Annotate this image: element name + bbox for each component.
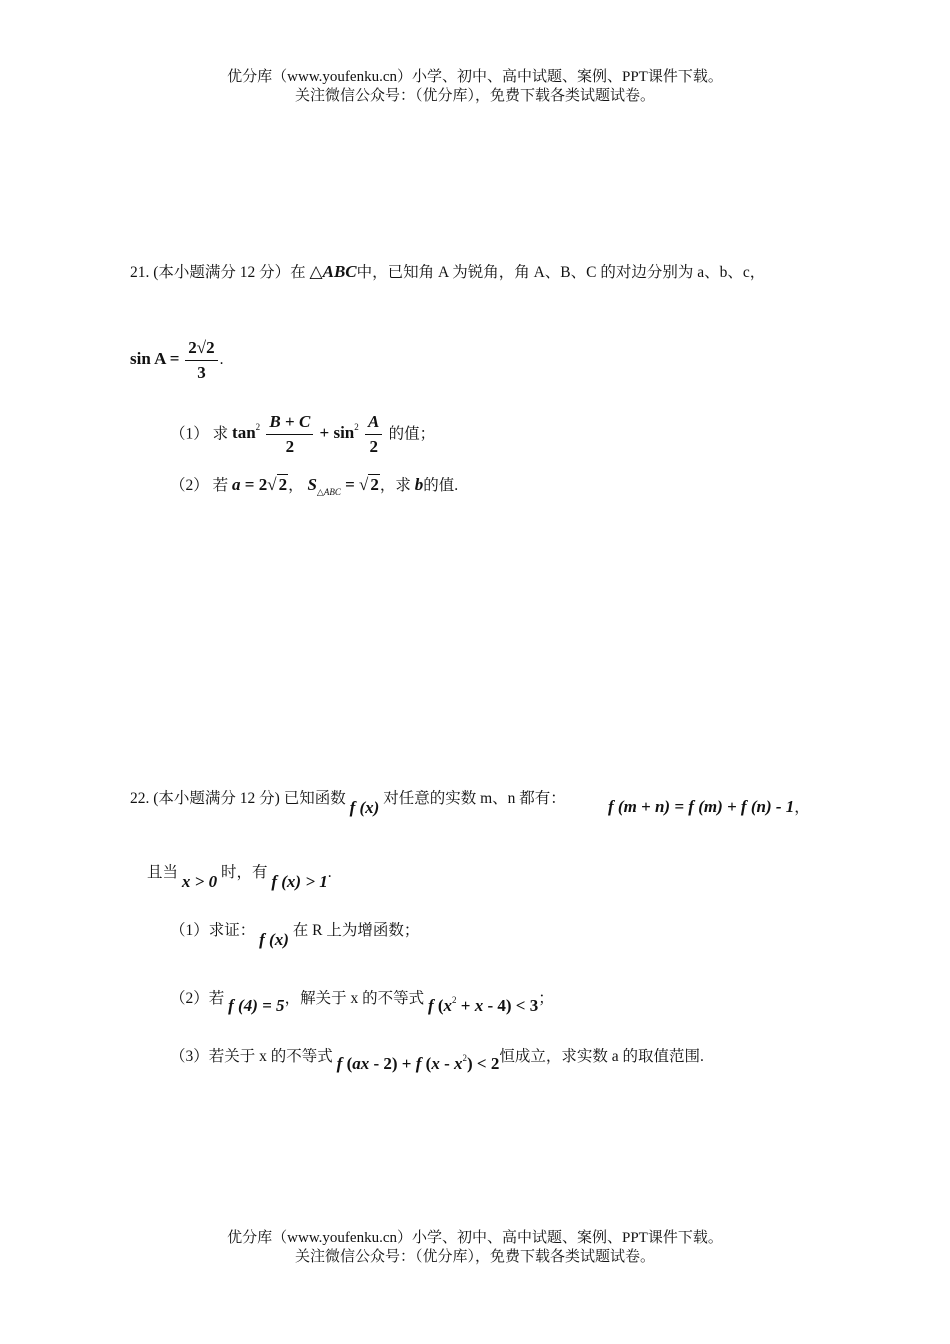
q22-p3-post: 恒成立，求实数 a 的取值范围. bbox=[499, 1048, 704, 1065]
q21-p2-pre: 若 bbox=[212, 477, 229, 494]
q22-cond-mid: 时，有 bbox=[220, 864, 268, 881]
q22-p2-f4: f (4) = 5 bbox=[228, 996, 285, 1015]
q22-p2-end: ； bbox=[538, 990, 554, 1007]
q21-sinA-denominator: 3 bbox=[197, 363, 206, 382]
q21-sinA-fraction bbox=[185, 338, 217, 383]
q22-cond-fx: f (x) > 1 bbox=[271, 872, 328, 891]
q21-stem bbox=[130, 262, 765, 283]
q21-p2-area-eq: $S_{\triangle ABC}$ = √ 2 bbox=[307, 475, 379, 497]
footer-line-1: 优分库（www.youfenku.cn）小学、初中、高中试题、案例、PPT课件下载。 bbox=[227, 1230, 723, 1246]
q21-sinA bbox=[130, 338, 223, 383]
q22-p1-post: 在 R 上为增函数； bbox=[292, 922, 420, 939]
q22-part-2 bbox=[170, 982, 554, 1015]
q21-p1-label: （1） bbox=[170, 425, 209, 443]
q22-p1-label: （1）求证： bbox=[170, 922, 256, 939]
q22-number: 22. bbox=[130, 790, 150, 807]
q21-p2-a-eq: a = 2√ 2 bbox=[232, 475, 288, 494]
q22-part-3 bbox=[170, 1040, 704, 1073]
q21-sinA-numerator: 2√2 bbox=[185, 338, 217, 361]
q22-cond-x: x > 0 bbox=[181, 872, 218, 891]
q21-p1-pre: 求 bbox=[212, 425, 229, 443]
q21-p2-end: 的值. bbox=[423, 477, 459, 494]
footer-line-2: 关注微信公众号：（优分库），免费下载各类试题试卷。 bbox=[294, 1249, 655, 1265]
q21-sinA-lhs: sin A = bbox=[130, 349, 180, 369]
q21-sinA-end: . bbox=[219, 351, 224, 369]
q21-p2-mid: ， bbox=[288, 477, 304, 494]
q21-number: 21. bbox=[130, 264, 150, 281]
q21-part-1 bbox=[170, 412, 435, 457]
q22-condition bbox=[147, 862, 332, 891]
q21-stem-text: 中，已知角 A 为锐角，角 A、B、C 的对边分别为 a、b、c， bbox=[356, 264, 766, 281]
q22-p1-fx: f (x) bbox=[259, 930, 289, 949]
q21-p1-formula: $\tan^2$ $\frac{B + C}{2}$ + $\sin^2$ $\frac{A}{2}$ bbox=[232, 423, 389, 442]
q21-triangle: △ABC bbox=[309, 262, 357, 281]
q21-score: (本小题满分 12 分）在 bbox=[153, 264, 306, 281]
q22-p2-label: （2）若 bbox=[170, 990, 225, 1007]
q22-part-1 bbox=[170, 920, 420, 949]
q21-part-2 bbox=[170, 475, 458, 502]
header-line-1: 优分库（www.youfenku.cn）小学、初中、高中试题、案例、PPT课件下载。 bbox=[227, 69, 723, 85]
q22-cond-end: . bbox=[327, 864, 332, 881]
q22-p2-inequality: f $(x^2 + x - 4) < 3$ bbox=[427, 995, 539, 1015]
q22-cond-pre: 且当 bbox=[147, 864, 179, 881]
q22-p3-inequality: f (ax - 2) + f $(x - x^2) < 2$ bbox=[336, 1053, 500, 1073]
q22-fx: f (x) bbox=[349, 798, 380, 817]
q21-p2-label: （2） bbox=[170, 477, 209, 494]
q22-stem bbox=[130, 788, 566, 817]
page-footer bbox=[0, 1229, 950, 1267]
q22-functional-eq bbox=[608, 797, 810, 818]
q21-p2-post: ，求 bbox=[379, 477, 411, 494]
q22-eq: f (m + n) = f (m) + f (n) - 1 bbox=[608, 797, 795, 816]
q21-p1-post: 的值； bbox=[388, 425, 436, 443]
page-header bbox=[0, 68, 950, 106]
q22-p2-mid: ，解关于 x 的不等式 bbox=[284, 990, 425, 1007]
q22-stem-text: 对任意的实数 m、n 都有： bbox=[383, 790, 566, 807]
q22-eq-end: ， bbox=[794, 799, 810, 816]
header-line-2: 关注微信公众号：（优分库），免费下载各类试题试卷。 bbox=[294, 88, 655, 104]
q22-p3-label: （3）若关于 x 的不等式 bbox=[170, 1048, 333, 1065]
q22-score: (本小题满分 12 分) 已知函数 bbox=[153, 790, 346, 807]
q21-p2-b: b bbox=[414, 475, 424, 494]
